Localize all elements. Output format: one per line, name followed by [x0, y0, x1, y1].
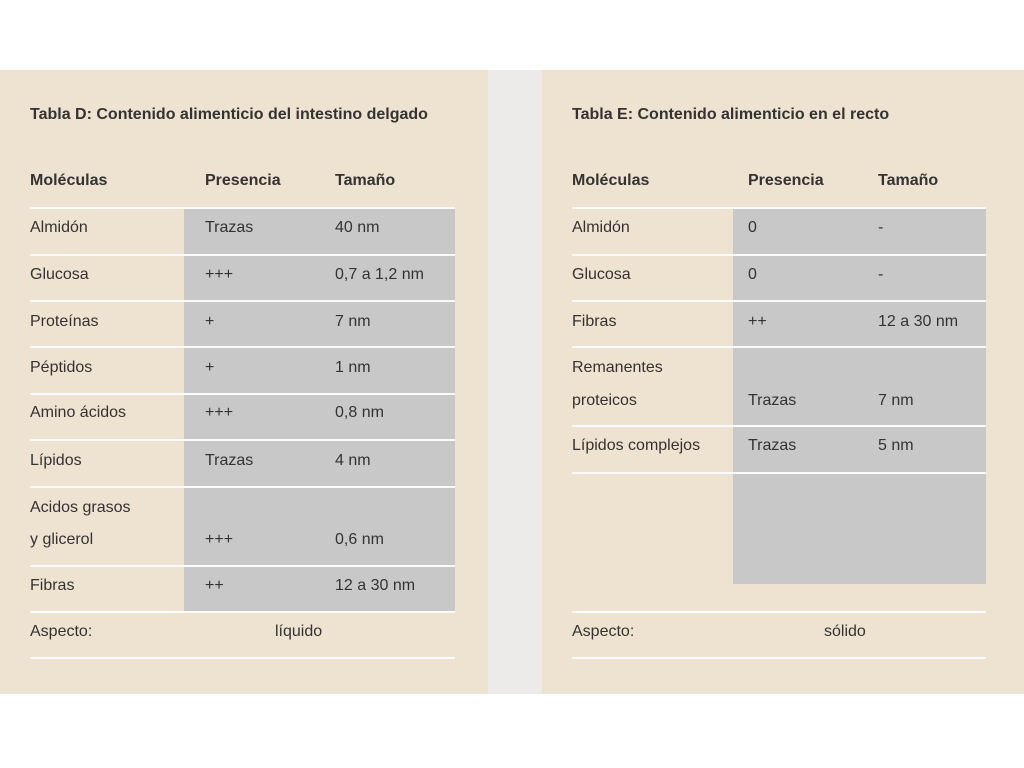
table-d-presence: +++ — [205, 531, 234, 548]
table-e-molecule: Lípidos complejos — [572, 437, 701, 454]
table-e-presence: Trazas — [748, 437, 797, 454]
table-e-molecule: Fibras — [572, 313, 617, 330]
table-e-molecule: Glucosa — [572, 266, 631, 283]
table-d-title: Tabla D: Contenido alimenticio del intestino delgado — [30, 106, 428, 123]
table-d-presence: + — [205, 359, 215, 376]
table-d-size: 1 nm — [335, 359, 371, 376]
table-e-rule — [572, 300, 986, 302]
table-d-size: 0,6 nm — [335, 531, 384, 548]
table-d-aspect-value: líquido — [275, 623, 323, 640]
table-e-molecule: Remanentes — [572, 359, 663, 376]
table-d-size: 7 nm — [335, 313, 371, 330]
table-d-molecule: Proteínas — [30, 313, 99, 330]
table-e-rule — [572, 611, 986, 613]
table-e-presence: Trazas — [748, 392, 797, 409]
table-d-molecule: Glucosa — [30, 266, 89, 283]
table-d-presence: +++ — [205, 404, 234, 421]
table-e-rule — [572, 254, 986, 256]
table-d-presence: Trazas — [205, 219, 254, 236]
table-d-rule — [30, 657, 455, 659]
table-e-size: 5 nm — [878, 437, 914, 454]
table-d-molecule: Fibras — [30, 577, 75, 594]
table-e-rule — [572, 425, 986, 427]
table-e-molecule-line2: proteicos — [572, 392, 637, 409]
table-e-aspect-value: sólido — [824, 623, 866, 640]
table-d-molecule: Amino ácidos — [30, 404, 127, 421]
table-e-title: Tabla E: Contenido alimenticio en el recto — [572, 106, 890, 123]
table-e-rule — [572, 207, 986, 209]
table-d-aspect-label: Aspecto: — [30, 623, 93, 640]
table-e-size: 7 nm — [878, 392, 914, 409]
table-e-size: 12 a 30 nm — [878, 313, 959, 330]
table-d-rule — [30, 393, 455, 395]
table-d-molecule-line2: y glicerol — [30, 531, 94, 548]
table-e-molecule: Almidón — [572, 219, 630, 236]
table-d-molecule: Acidos grasos — [30, 499, 131, 516]
panel-divider — [488, 70, 542, 694]
table-e-header-molecules: Moléculas — [572, 172, 650, 189]
table-d-header-molecules: Moléculas — [30, 172, 108, 189]
table-d-presence: +++ — [205, 266, 234, 283]
table-e-aspect-label: Aspecto: — [572, 623, 635, 640]
table-e-rule — [572, 657, 986, 659]
table-d-rule — [30, 486, 455, 488]
table-e-size: - — [878, 266, 884, 283]
table-d-molecule: Péptidos — [30, 359, 93, 376]
table-e-size: - — [878, 219, 884, 236]
table-e-rule — [572, 472, 986, 474]
table-d-size: 12 a 30 nm — [335, 577, 416, 594]
table-d-molecule: Almidón — [30, 219, 88, 236]
table-d-size: 40 nm — [335, 219, 380, 236]
table-d-presence: ++ — [205, 577, 224, 594]
table-d-size: 0,7 a 1,2 nm — [335, 266, 424, 283]
table-d-size: 4 nm — [335, 452, 371, 469]
table-d-header-presence: Presencia — [205, 172, 281, 189]
table-d-size: 0,8 nm — [335, 404, 384, 421]
table-e-presence: 0 — [748, 266, 757, 283]
table-d-molecule: Lípidos — [30, 452, 82, 469]
table-d-rule — [30, 254, 455, 256]
table-d-presence: + — [205, 313, 215, 330]
table-d-rule — [30, 300, 455, 302]
table-d-rule — [30, 346, 455, 348]
table-e-presence: ++ — [748, 313, 767, 330]
table-e-presence: 0 — [748, 219, 757, 236]
table-e-header-size: Tamaño — [878, 172, 939, 189]
table-e-rule — [572, 346, 986, 348]
table-d-rule — [30, 207, 455, 209]
table-e-header-presence: Presencia — [748, 172, 824, 189]
table-d-rule — [30, 439, 455, 441]
table-d-rule — [30, 565, 455, 567]
table-d-header-size: Tamaño — [335, 172, 396, 189]
table-d-presence: Trazas — [205, 452, 254, 469]
table-d-rule — [30, 611, 455, 613]
